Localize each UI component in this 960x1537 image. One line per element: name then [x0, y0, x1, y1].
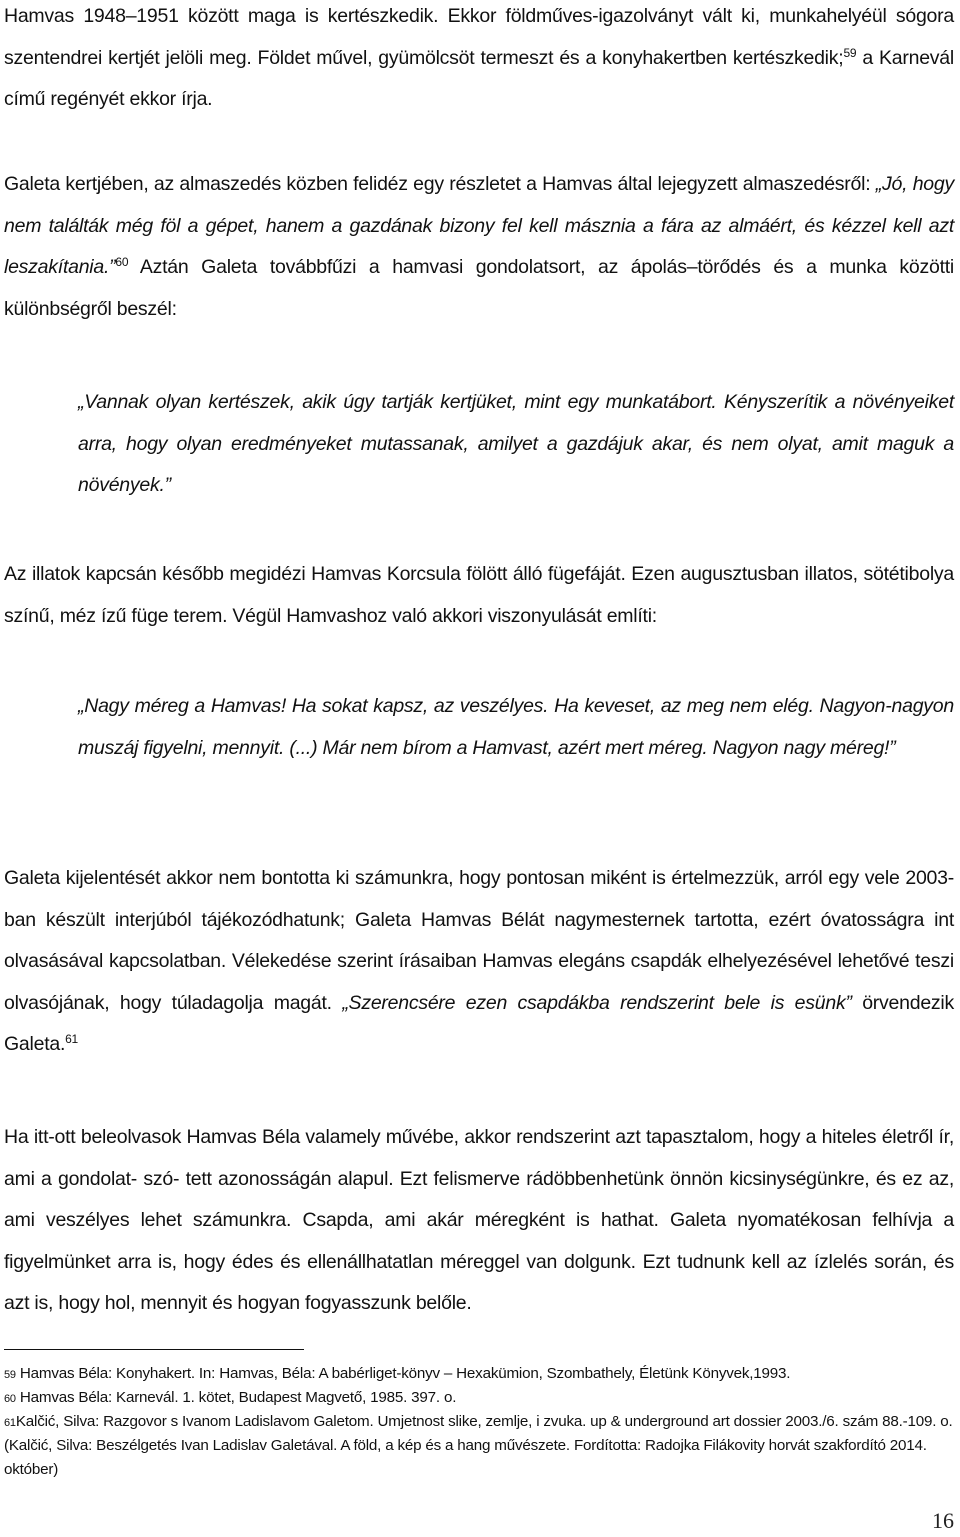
- footnote-number: 60: [4, 1393, 16, 1405]
- footnote-ref-60[interactable]: 60: [115, 255, 129, 269]
- footnote-number: 61: [4, 1417, 16, 1429]
- paragraph-1: [4, 0, 954, 121]
- paragraph-5: Ha itt-ott beleolvasok Hamvas Béla valamely művébe, akkor rendszerint azt tapasztalom, hogy a hiteles életről ír, ami a gondolat- szó- tett azonosságán alapul. Ezt felismerve rádöbbenhetünk önnön kicsinységünkre, és ez az, ami veszélyes lehet számunkra. Csapda, ami akár méregként is hathat. Galeta nyomatékosan felhívja a figyelmünket arra is, hogy édes és ellenállhatatlan méreggel van dolgunk. Ezt tudnunk kell az ízlelés során, és azt is, hogy hol, mennyit és hogyan fogyasszunk belőle.: [4, 1126, 954, 1314]
- footnotes: [4, 1362, 956, 1482]
- paragraph-2: [4, 164, 954, 330]
- paragraph-3: Az illatok kapcsán később megidézi Hamvas Korcsula fölött álló fügefáját. Ezen augusztusban illatos, sötétibolya színű, méz ízű füge terem. Végül Hamvashoz való akkori viszonyulását említi:: [4, 563, 954, 627]
- footnote-text: Kalčić, Silva: Razgovor s Ivanom Ladislavom Galetom. Umjetnost slike, zemlje, i zvuka. up & underground art dossier 2003./6. szám 88.-109. o. (Kalčić, Silva: Beszélgetés Ivan Ladislav Galetával. A föld, a kép és a hang művészete. Fordította: Radojka Filákovity horvát szakfordító 2014. október): [4, 1413, 953, 1478]
- footnote-number: 59: [4, 1369, 16, 1381]
- paragraph-4-tail: örvendezik Galeta.: [4, 991, 955, 1055]
- footnote-61: [4, 1410, 956, 1482]
- inline-quote-almaszedes: „Jó, hogy nem találták még föl a gépet, hanem a gazdának bizony fel kell másznia a fára az almáért, és kézzel kell azt leszakítania.”: [4, 173, 954, 278]
- block-quote-mereg: „Nagy méreg a Hamvas! Ha sokat kapsz, az veszélyes. Ha keveset, az meg nem elég. Nagyon-nagyon muszáj figyelni, mennyit. (...) Már nem bírom a Hamvast, azért mert méreg. Nagyon nagy méreg!”: [78, 695, 954, 759]
- paragraph-1-text: Hamvas 1948–1951 között maga is kertészkedik. Ekkor földműves-igazolványt vált ki, munkahelyéül sógora szentendrei kertjét jelöli meg. Földet művel, gyümölcsöt termeszt és a konyhakertben kertészkedik;: [4, 5, 954, 69]
- footnote-59: [4, 1362, 956, 1386]
- block-quote-kerteszek: „Vannak olyan kertészek, akik úgy tartják kertjüket, mint egy munkatábort. Kényszerítik a növényeiket arra, hogy olyan eredményeket mutassanak, amilyet a gazdájuk akar, és nem olyat, amit maguk a növények.”: [78, 391, 954, 496]
- paragraph-2-intro: Galeta kertjében, az almaszedés közben felidéz egy részletet a Hamvas által lejegyzett almaszedésről:: [4, 173, 876, 195]
- footnote-ref-59[interactable]: 59: [843, 45, 857, 60]
- paragraph-2-continuation: Aztán Galeta továbbfűzi a hamvasi gondolatsort, az ápolás–törődés és a munka közötti különbségről beszél:: [4, 256, 954, 320]
- inline-quote-csapdak: „Szerencsére ezen csapdákba rendszerint bele is esünk”: [342, 991, 852, 1014]
- paragraph-1-tail: a Karnevál című regényét ekkor írja.: [4, 46, 954, 110]
- footnote-text: Hamvas Béla: Karnevál. 1. kötet, Budapest Magvető, 1985. 397. o.: [15, 1389, 457, 1406]
- paragraph-4: [4, 858, 954, 1066]
- footnote-text: Hamvas Béla: Konyhakert. In: Hamvas, Béla: A babérliget-könyv – Hexakümion, Szombathely, Életünk Könyvek,1993.: [15, 1365, 791, 1382]
- footnote-ref-61[interactable]: 61: [65, 1032, 78, 1046]
- paragraph-4-text: Galeta kijelentését akkor nem bontotta ki számunkra, hogy pontosan miként is értelmezzük, arról egy vele 2003-ban készült interjúból tájékozódhatunk; Galeta Hamvas Bélát nagymesternek tartotta, ezért óvatosságra int olvasásával kapcsolatban. Vélekedése szerint írásaiban Hamvas elegáns csapdák elhelyezésével lehetővé teszi olvasójának, hogy túladagolja magát.: [4, 867, 954, 1014]
- footnote-separator: [4, 1349, 304, 1350]
- page-number: 16: [932, 1508, 954, 1533]
- footnote-60: [4, 1386, 956, 1410]
